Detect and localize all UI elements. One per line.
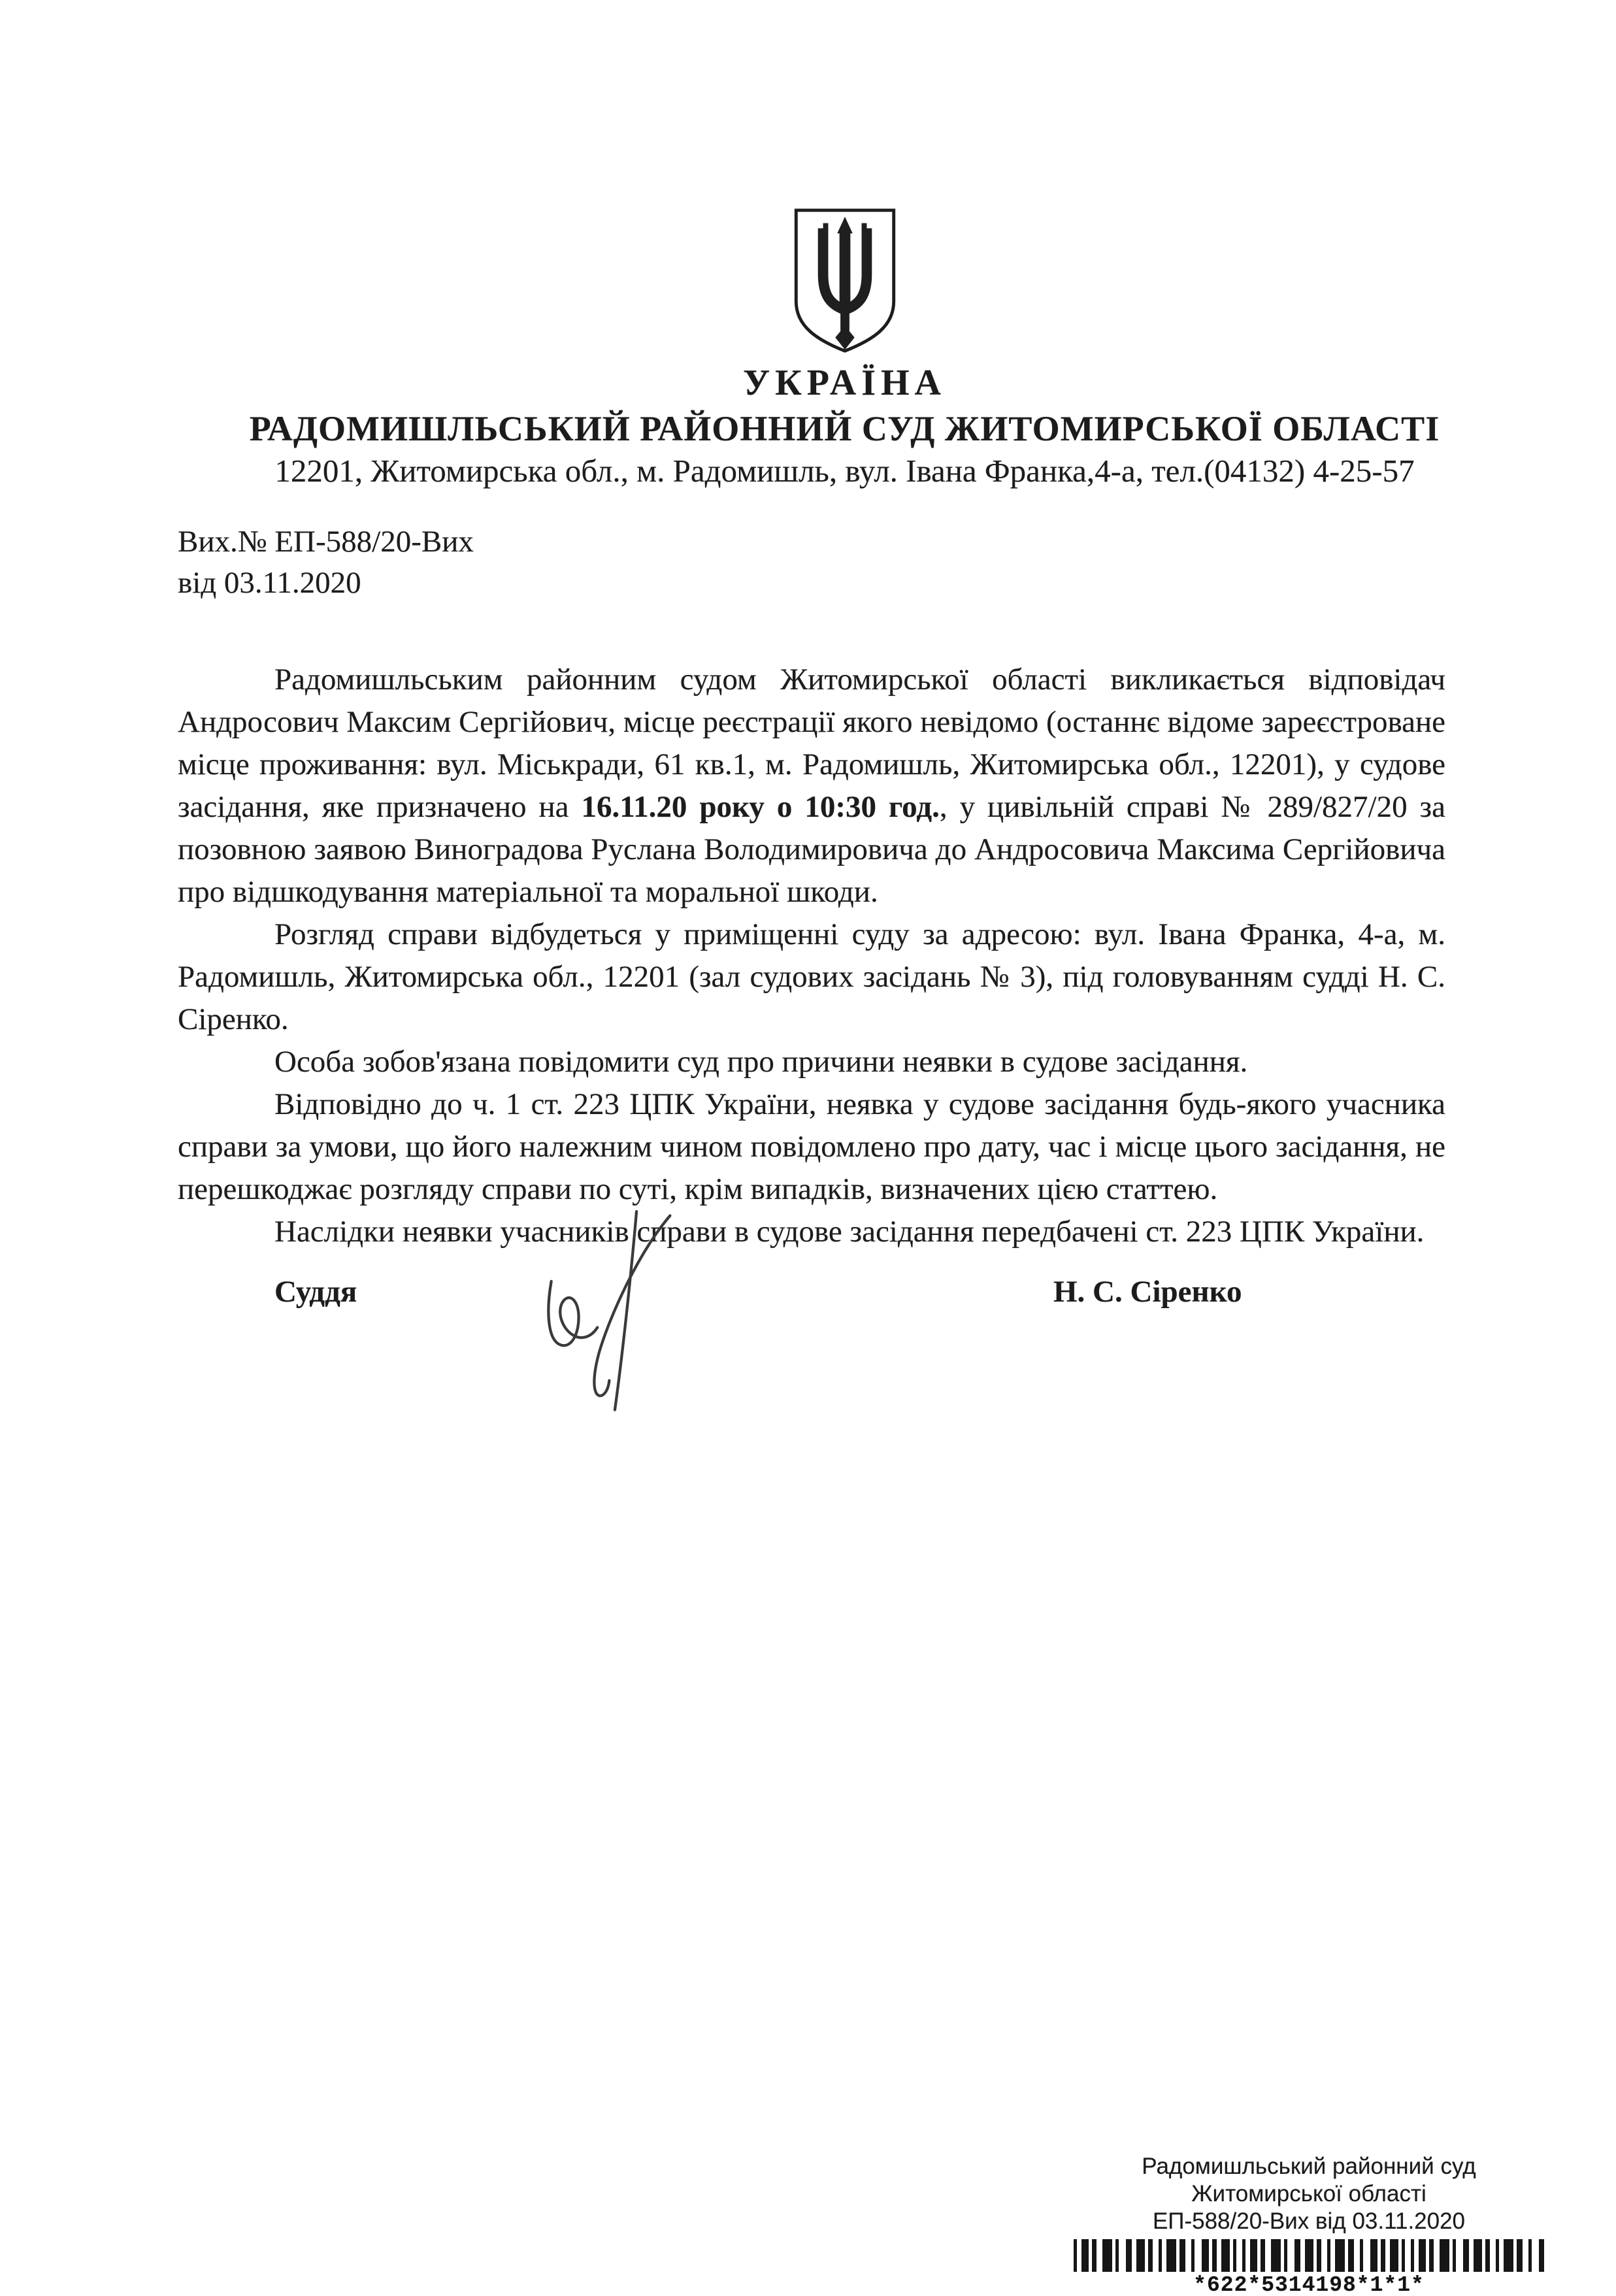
document-header	[0, 204, 1616, 490]
outgoing-date-line: від 03.11.2020	[178, 566, 361, 600]
footer-ref-line: ЕП-588/20-Вих від 03.11.2020	[1152, 2208, 1466, 2234]
court-address-line: 12201, Житомирська обл., м. Радомишль, вул. Івана Франка,4-а, тел.(04132) 4-25-57	[274, 453, 1415, 489]
ukraine-coat-of-arms-emblem	[787, 204, 902, 355]
paragraph-notify-duty: Особа зобов'язана повідомити суд про причини неявки в судове засідання.	[274, 1045, 1248, 1079]
outgoing-number-line: Вих.№ ЕП-588/20-Вих	[178, 525, 474, 559]
footer-court-line2: Житомирської області	[1191, 2181, 1426, 2206]
footer-court-line1: Радомишльський районний суд	[1142, 2154, 1476, 2179]
reference-block	[178, 521, 474, 604]
hearing-datetime: 16.11.20 року о 10:30 год.	[581, 790, 940, 824]
footer-captions	[1074, 2153, 1544, 2235]
barcode-code-text: *622*5314198*1*1*	[1193, 2273, 1425, 2296]
paragraph-hearing-location: Розгляд справи відбудеться у приміщенні суду за адресою: вул. Івана Франка, 4-а, м. Радомишль, Житомирська обл., 12201 (зал судових засідань № 3), під головуванням судді Н. С. Сіренко.	[178, 917, 1445, 1036]
document-body	[178, 659, 1445, 1253]
handwritten-signature	[531, 1210, 701, 1413]
paragraph-summons	[178, 659, 1445, 913]
paragraph-consequences: Наслідки неявки учасників справи в судове засідання передбачені ст. 223 ЦПК України.	[274, 1215, 1425, 1249]
country-title: УКРАЇНА	[743, 363, 946, 403]
paragraph-article-223: Відповідно до ч. 1 ст. 223 ЦПК України, неявка у судове засідання будь-якого учасника справи за умови, що його належним чином повідомлено про дату, час і місце цього засідання, не перешкоджає розгляду справи по суті, крім випадків, визначених цією статтею.	[178, 1087, 1445, 1206]
summons-text-start: Радомишльським районним судом Житомирської області викликається відповідач Андросович Максим Сергійович, місце реєстрації якого невідомо (останнє відоме зареєстроване місце проживання: вул. Міськради, 61 кв.1, м. Радомишль, Житомирська обл., 12201), у судове засідання, яке призначено на	[178, 663, 1445, 824]
summons-text-end: , у цивільній справі № 289/827/20 за позовною заявою Виноградова Руслана Володимировича до Андросовича Максима Сергійовича про відшкодування матеріальної та моральної шкоди.	[178, 790, 1445, 909]
judge-name: Н. С. Сіренко	[1053, 1275, 1242, 1309]
footer-barcode-block	[1074, 2153, 1544, 2296]
court-name-title: РАДОМИШЛЬСЬКИЙ РАЙОННИЙ СУД ЖИТОМИРСЬКОЇ ОБЛАСТІ	[249, 409, 1440, 448]
signature-role-label: Суддя	[274, 1275, 357, 1309]
barcode	[1074, 2239, 1544, 2272]
